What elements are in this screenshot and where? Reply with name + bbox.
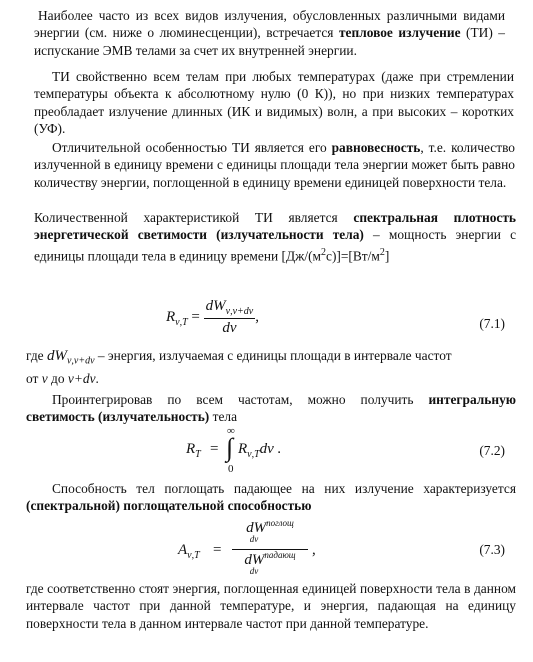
paragraph-temperature: ТИ свойственно всем телам при любых температурах (даже при стремлении температуры объекта к абсолютному нулю (0 К)), но при низких температурах преобладает излучение длинных (ИК и видимых) волн, а при высоких – коротких (УФ). — [34, 69, 514, 137]
eq-numerator: $dW^{поглощ}$ $^{d\nu}$ — [246, 518, 294, 544]
paragraph-explanation: где соответственно стоят энергия, поглощенная единицей поверхности тела в данном интервале частот при данной температуре, и энергия, падающая на единицу поверхности тела в данном интервале частот при данной температуре. — [26, 581, 516, 631]
eq-integrand-sub: ν,T — [247, 449, 260, 460]
paragraph-text: – энергия, излучаемая с единицы площади в интервале частот — [94, 348, 452, 363]
eq-lhs-sub: ν,T — [175, 316, 188, 328]
integral-lower-limit: 0 — [228, 463, 234, 475]
paragraph-text: до — [47, 371, 68, 387]
paragraph-text: тела — [209, 409, 238, 425]
eq-punctuation: , — [255, 308, 259, 325]
paragraph-text: от — [26, 371, 42, 387]
paragraph-text: Способность тел поглощать падающее на них излучение характеризуется — [52, 481, 516, 496]
equals-sign: = — [213, 542, 222, 558]
term-equilibrium: равновесность — [331, 140, 421, 155]
eq-lhs: R — [186, 441, 196, 457]
eq-lhs: A — [178, 542, 188, 558]
eq-numerator: $dW_{\nu,\nu+d\nu}$ — [205, 298, 254, 317]
paragraph-text: Проинтегрировав по всем частотам, можно получить — [52, 392, 429, 407]
eq-punctuation: , — [312, 542, 316, 558]
eq-lhs-sub: ν,T — [187, 550, 200, 561]
equals-sign: = — [210, 441, 219, 457]
equals-sign: = — [191, 308, 200, 325]
integral-sign: ∫ — [226, 433, 234, 462]
equation-7-2 — [186, 425, 316, 475]
integral-upper-limit: ∞ — [227, 425, 235, 437]
paragraph-text: Наиболее часто из всех видов излучения, обусловленных различными видами энергии (см. ниже о люминесценции), встречается — [34, 8, 505, 41]
eq-lhs: R — [166, 308, 176, 325]
paragraph-integral — [26, 391, 516, 426]
paragraph-text: с)]=[Вт/м — [326, 248, 380, 264]
paragraph-text: (ТИ) – испускание ЭМВ телами за счет их внутренней энергии. — [34, 25, 505, 58]
paragraph-text: – мощность энергии с единицы площади тела в единицу времени [Дж/(м — [34, 227, 517, 264]
symbol-dw: dW — [46, 348, 67, 364]
term-integral-luminosity: интегральную светимость (излучательность) — [26, 392, 516, 425]
eq-integrand: R — [238, 441, 248, 457]
paragraph-text: Отличительной особенностью ТИ является его — [52, 140, 332, 155]
paragraph-spectral-density — [34, 209, 516, 265]
paragraph-thermal-radiation-intro — [34, 7, 505, 59]
paragraph-text: ] — [384, 248, 390, 264]
paragraph-where-dw — [26, 347, 516, 387]
equation-7-1 — [166, 298, 259, 337]
eq-fraction — [204, 298, 256, 337]
paragraph-text: , т.е. количество излученной в единицу времени с единицы площади тела энергии может быть равно количеству энергии, поглощенной в единицу времени единицей поверхности тела. — [34, 140, 515, 190]
eq-denominator: $dW^{падающ}$ $^{d\nu}$ — [244, 550, 296, 576]
equation-number-7-2: (7.2) — [479, 443, 505, 458]
term-absorptivity: (спектральной) поглощательной способностью — [26, 498, 312, 514]
symbol-dw-sub: ν,ν+dν — [66, 355, 95, 367]
paragraph-absorption — [26, 480, 516, 515]
eq-denominator: dν — [222, 320, 237, 336]
exponent: 2 — [321, 246, 326, 258]
eq-lhs-sub: T — [195, 449, 201, 460]
symbol-nu: ν — [41, 371, 48, 387]
paragraph-text: . — [95, 371, 99, 387]
eq-differential: dν . — [259, 441, 282, 457]
exponent: 2 — [379, 246, 385, 258]
equation-number-7-3: (7.3) — [479, 542, 505, 557]
equation-number-7-1: (7.1) — [479, 316, 505, 331]
term-spectral-density: спектральная плотность энергетической светимости (излучательности тела) — [34, 210, 516, 243]
paragraph-equilibrium — [34, 139, 515, 191]
term-thermal-radiation: тепловое излучение — [338, 25, 461, 41]
symbol-nu-dnu: ν+dν — [67, 371, 96, 387]
equation-7-3 — [178, 518, 328, 580]
paragraph-text: где — [26, 348, 47, 363]
paragraph-text: Количественной характеристикой ТИ является — [34, 210, 354, 225]
